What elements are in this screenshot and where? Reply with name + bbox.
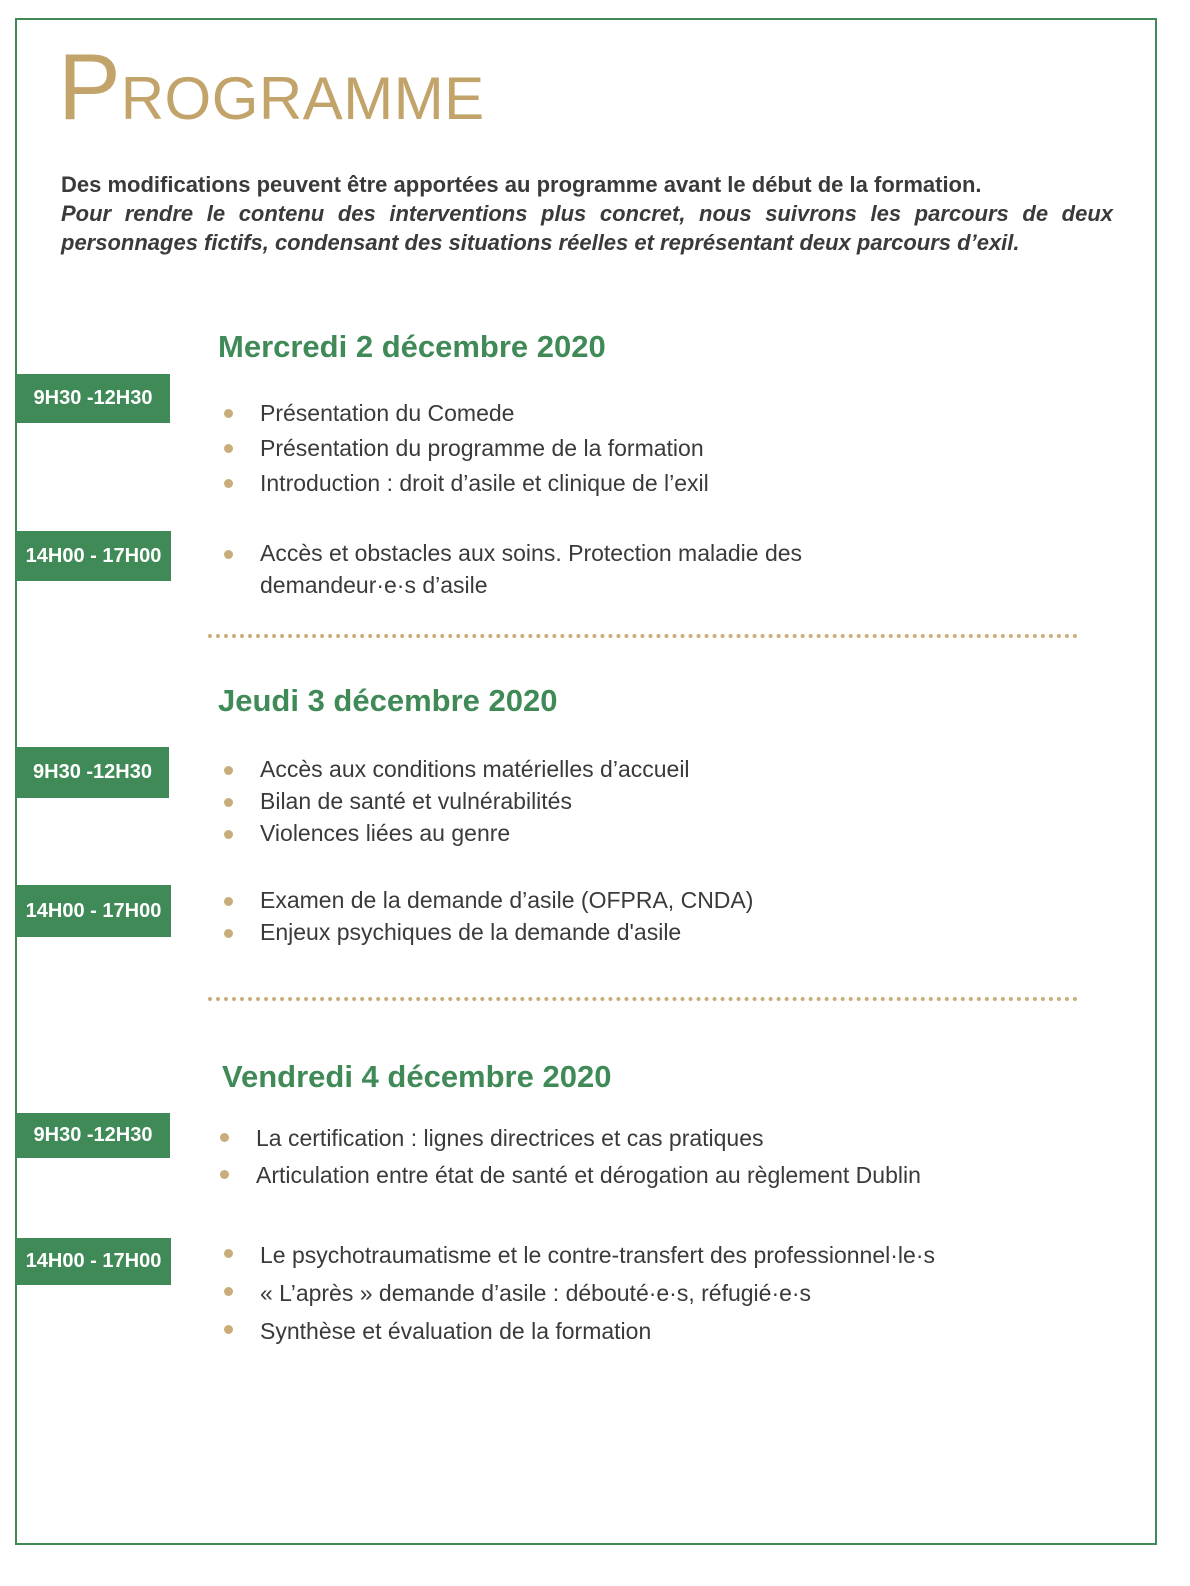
bullet-icon — [224, 479, 233, 488]
time-badge-1-morning: 9H30 -12H30 — [16, 374, 170, 423]
bullet-icon — [224, 830, 233, 839]
day-divider-1 — [208, 634, 1078, 638]
time-badge-2-afternoon: 14H00 - 17H00 — [16, 885, 171, 937]
intro-paragraph — [61, 170, 1113, 257]
session-list-3-afternoon — [224, 1236, 1144, 1350]
day-title-2: Jeudi 3 décembre 2020 — [218, 683, 558, 718]
bullet-icon — [224, 550, 233, 559]
list-item: Le psychotraumatisme et le contre-transfert des professionnel·le·s — [224, 1236, 1144, 1274]
title-initial: P — [58, 34, 121, 139]
session-list-2-afternoon — [224, 884, 1124, 948]
day-title-3: Vendredi 4 décembre 2020 — [222, 1059, 612, 1094]
list-item: « L’après » demande d’asile : débouté·e·s, réfugié·e·s — [224, 1274, 1144, 1312]
session-list-3-morning — [220, 1120, 1140, 1194]
bullet-icon — [224, 1249, 233, 1258]
list-item: Articulation entre état de santé et dérogation au règlement Dublin — [220, 1157, 1140, 1194]
bullet-icon — [224, 766, 233, 775]
session-list-2-morning — [224, 753, 1124, 849]
bullet-icon — [224, 897, 233, 906]
list-item: Présentation du programme de la formation — [224, 431, 1124, 466]
bullet-icon — [224, 929, 233, 938]
list-item: Violences liées au genre — [224, 817, 1124, 849]
list-item: Accès aux conditions matérielles d’accueil — [224, 753, 1124, 785]
list-item: Accès et obstacles aux soins. Protection maladie des demandeur·e·s d’asile — [224, 537, 864, 601]
day-title-1: Mercredi 2 décembre 2020 — [218, 329, 606, 364]
list-item: Synthèse et évaluation de la formation — [224, 1312, 1144, 1350]
bullet-icon — [224, 444, 233, 453]
list-item: Enjeux psychiques de la demande d'asile — [224, 916, 1124, 948]
bullet-icon — [224, 1287, 233, 1296]
page-title — [58, 34, 485, 139]
intro-note: Pour rendre le contenu des interventions plus concret, nous suivrons les parcours de deux personnages fictifs, condensant des situations réelles et représentant deux parcours d’exil. — [61, 201, 1113, 255]
bullet-icon — [224, 1325, 233, 1334]
bullet-icon — [220, 1170, 229, 1179]
title-rest: ROGRAMME — [120, 65, 485, 132]
list-item: Introduction : droit d’asile et clinique de l’exil — [224, 466, 1124, 501]
intro-text: Des modifications peuvent être apportées au programme avant le début de la formation. — [61, 172, 982, 197]
list-item: La certification : lignes directrices et cas pratiques — [220, 1120, 1140, 1157]
session-list-1-afternoon — [224, 537, 864, 601]
day-divider-2 — [208, 997, 1078, 1001]
session-list-1-morning — [224, 396, 1124, 501]
bullet-icon — [224, 409, 233, 418]
time-badge-1-afternoon: 14H00 - 17H00 — [16, 531, 171, 581]
bullet-icon — [224, 798, 233, 807]
bullet-icon — [220, 1133, 229, 1142]
time-badge-3-morning: 9H30 -12H30 — [16, 1113, 170, 1158]
list-item: Bilan de santé et vulnérabilités — [224, 785, 1124, 817]
list-item: Présentation du Comede — [224, 396, 1124, 431]
list-item: Examen de la demande d’asile (OFPRA, CNDA) — [224, 884, 1124, 916]
time-badge-2-morning: 9H30 -12H30 — [16, 747, 169, 798]
time-badge-3-afternoon: 14H00 - 17H00 — [16, 1238, 171, 1285]
